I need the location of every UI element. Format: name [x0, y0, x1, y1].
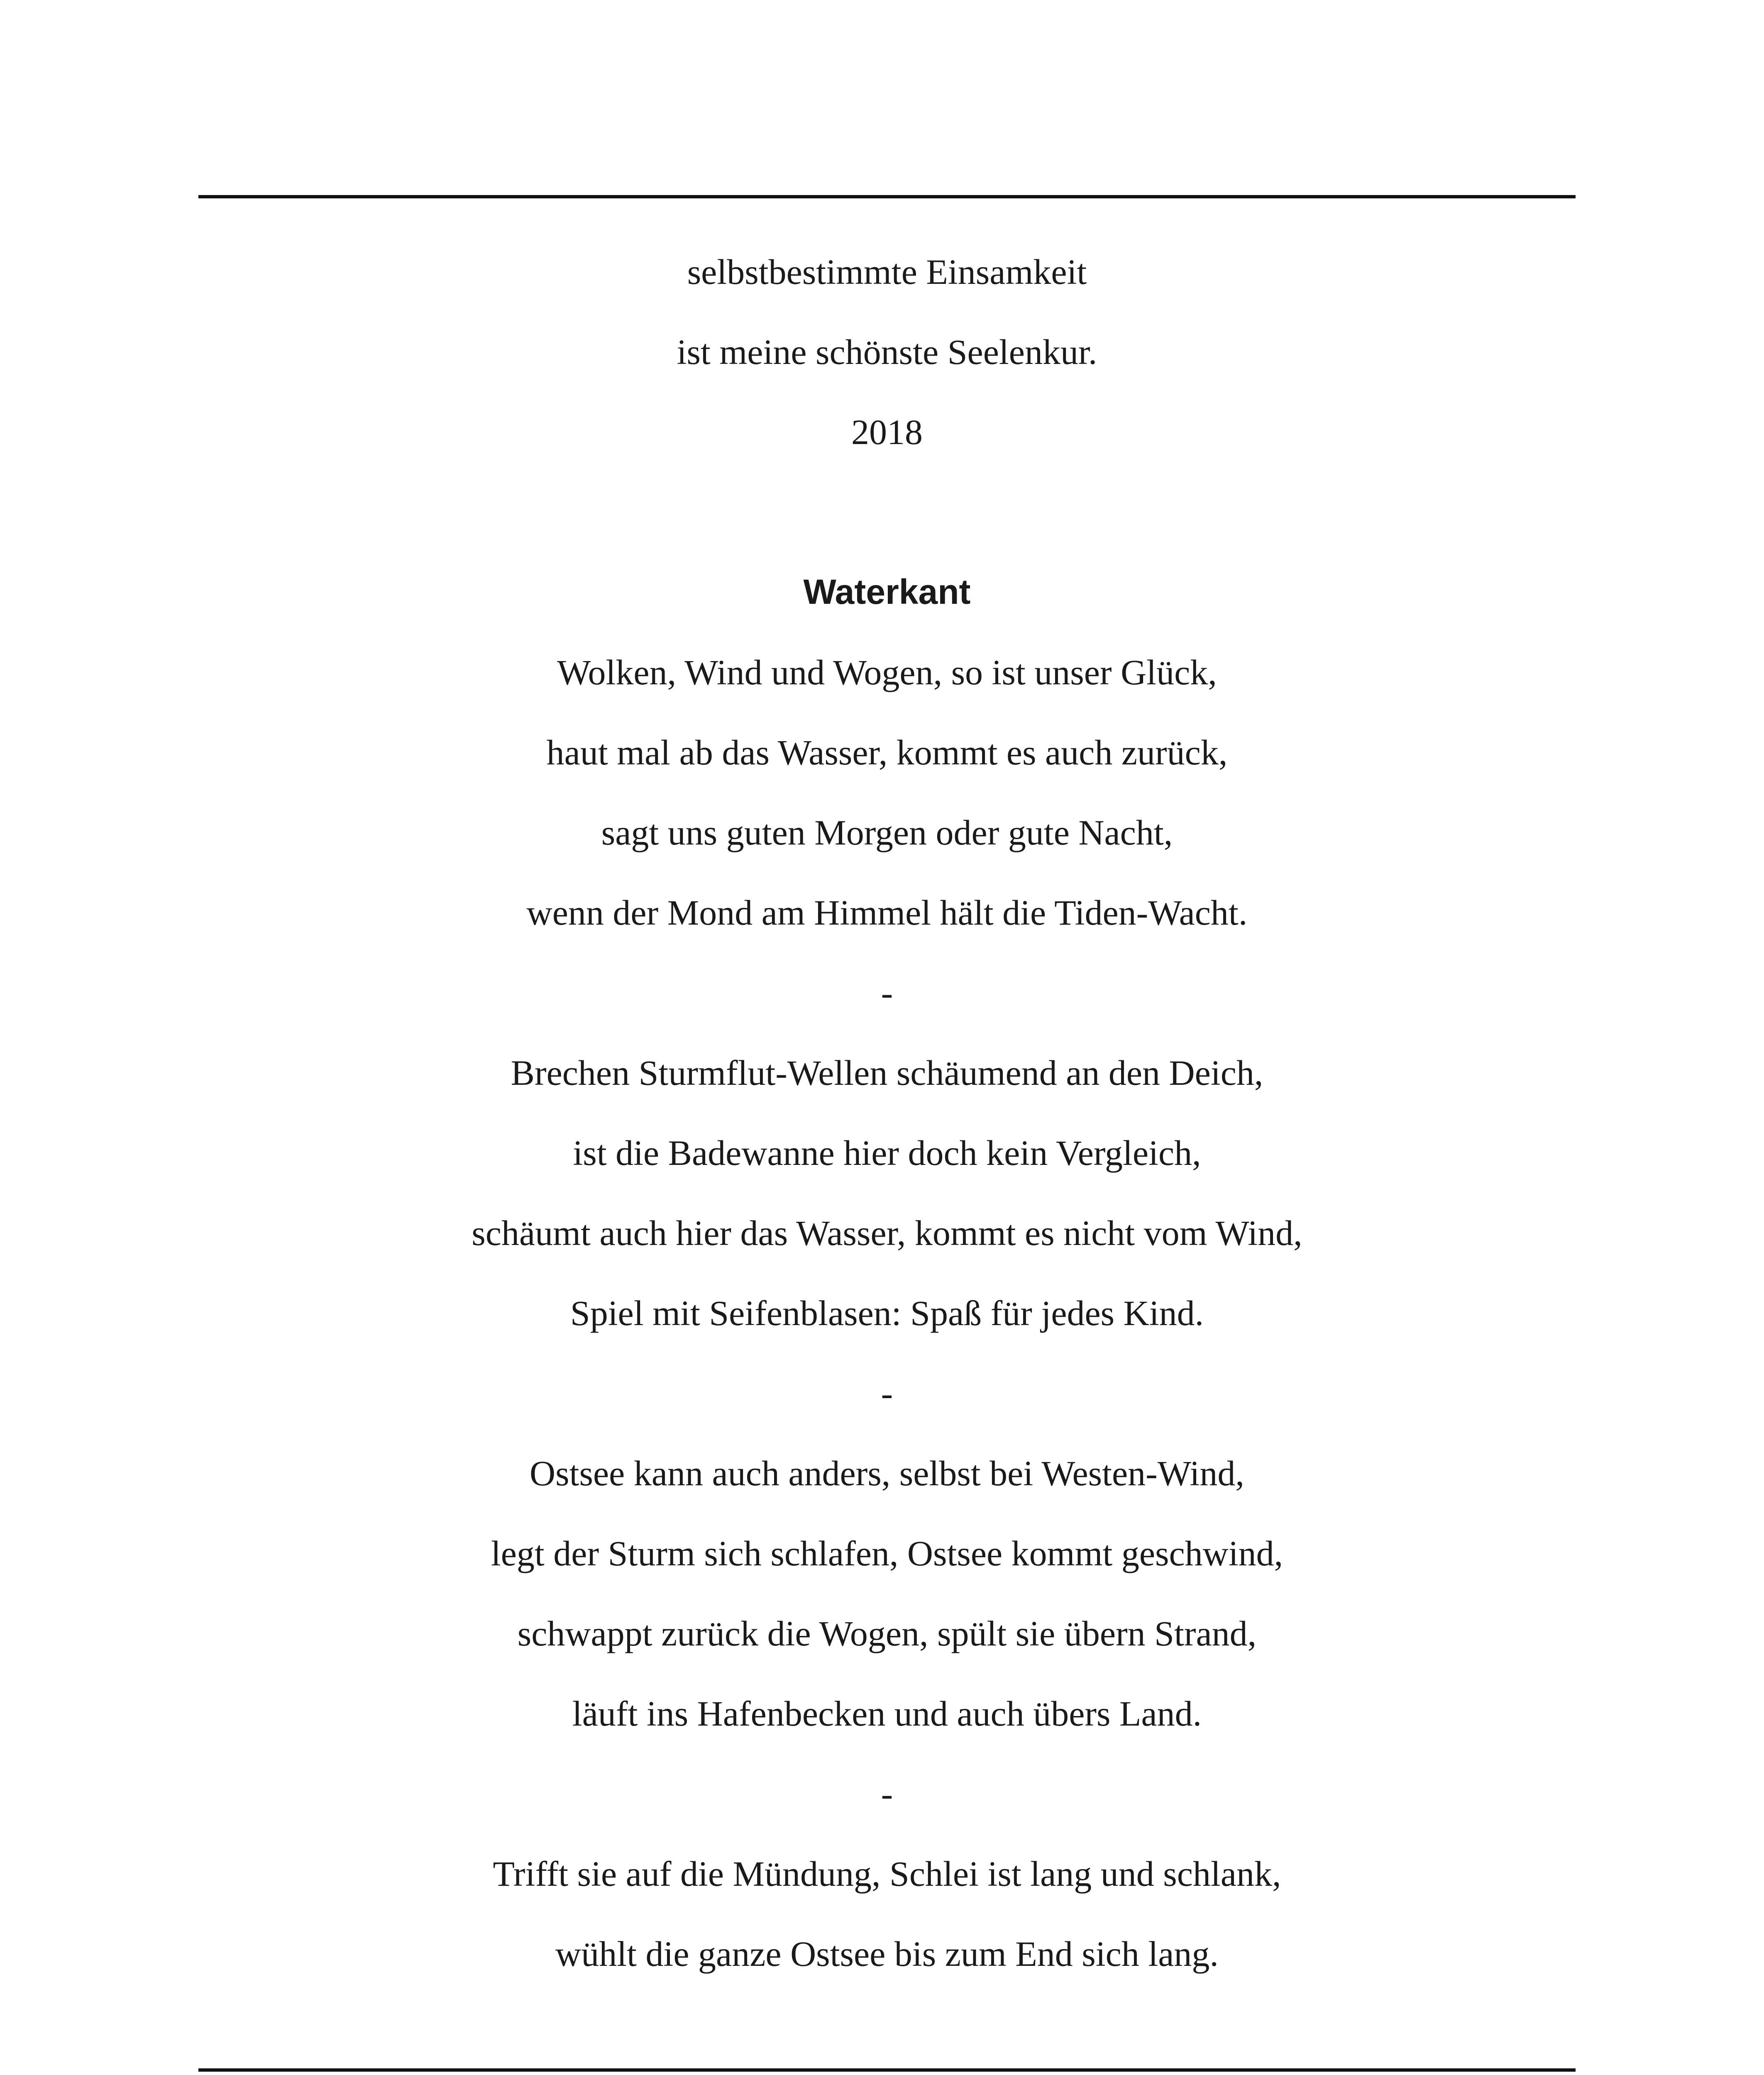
poem-line: schäumt auch hier das Wasser, kommt es nicht vom Wind, [472, 1213, 1302, 1253]
poem-line: Wolken, Wind und Wogen, so ist unser Glück, [557, 652, 1217, 692]
poem-line: haut mal ab das Wasser, kommt es auch zurück, [546, 732, 1228, 772]
poem-line: läuft ins Hafenbecken und auch übers Land. [572, 1694, 1202, 1733]
poem-line: Trifft sie auf die Mündung, Schlei ist lang und schlank, [493, 1854, 1281, 1894]
stanza-separator: - [881, 973, 893, 1013]
poem-line: ist die Badewanne hier doch kein Vergleich, [573, 1133, 1201, 1173]
intro-line: ist meine schönste Seelenkur. [677, 332, 1097, 372]
year-line: 2018 [851, 412, 923, 452]
header-rule [198, 195, 1576, 198]
stanza-separator: - [881, 1373, 893, 1413]
poem-line: schwappt zurück die Wogen, spült sie übern Strand, [517, 1614, 1257, 1653]
poem-line: sagt uns guten Morgen oder gute Nacht, [601, 813, 1173, 852]
poem-line: Ostsee kann auch anders, selbst bei Westen-Wind, [530, 1453, 1244, 1493]
poem-title: Waterkant [803, 572, 971, 611]
poem-line: wenn der Mond am Himmel hält die Tiden-Wacht. [526, 893, 1248, 933]
poem-line: Brechen Sturmflut-Wellen schäumend an den Deich, [511, 1053, 1263, 1093]
intro-line: selbstbestimmte Einsamkeit [687, 252, 1087, 292]
stanza-separator: - [881, 1774, 893, 1814]
poem-line: wühlt die ganze Ostsee bis zum End sich lang. [555, 1934, 1219, 1974]
poem-line: Spiel mit Seifenblasen: Spaß für jedes Kind. [570, 1293, 1204, 1333]
poem-line: legt der Sturm sich schlafen, Ostsee kommt geschwind, [491, 1533, 1283, 1573]
footer-rule [198, 2068, 1576, 2072]
